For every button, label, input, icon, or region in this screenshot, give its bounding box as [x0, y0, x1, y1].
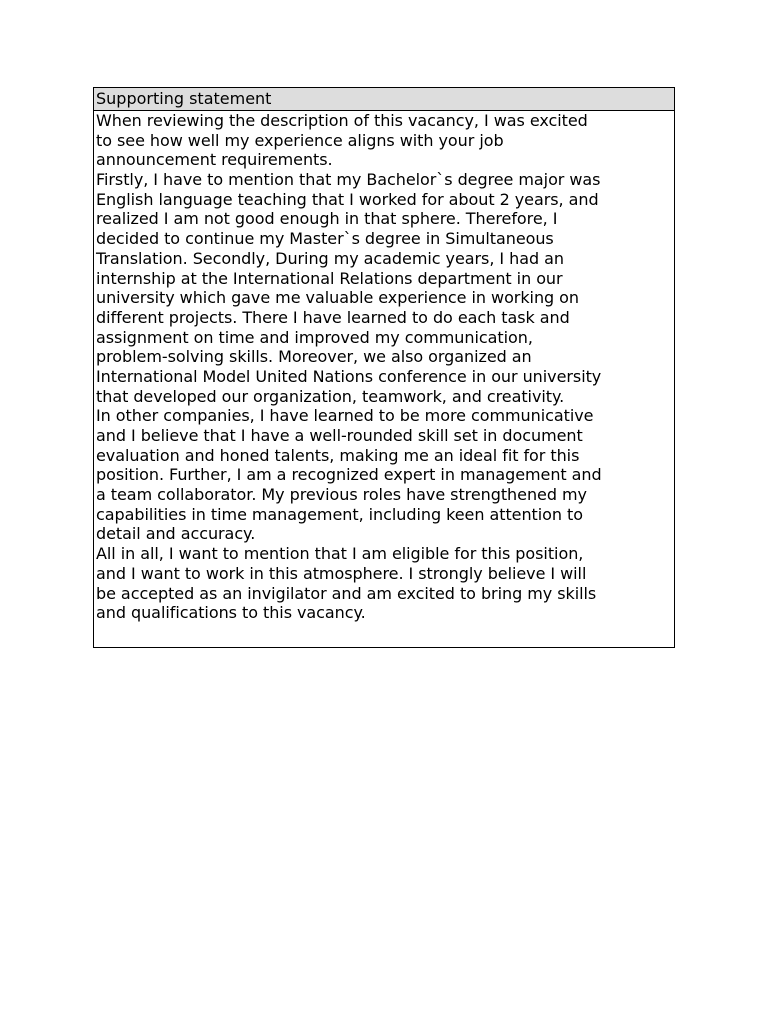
statement-body — [94, 111, 674, 647]
statement-line: a team collaborator. My previous roles have strengthened my — [96, 485, 587, 505]
table-header: Supporting statement — [94, 88, 674, 111]
statement-line: problem-solving skills. Moreover, we also organized an — [96, 347, 532, 367]
statement-line: detail and accuracy. — [96, 524, 256, 544]
statement-line: university which gave me valuable experience in working on — [96, 288, 580, 308]
statement-line: and qualifications to this vacancy. — [96, 603, 366, 623]
statement-line: internship at the International Relations department in our — [96, 268, 563, 288]
statement-line: different projects. There I have learned to do each task and — [96, 307, 570, 327]
statement-line: position. Further, I am a recognized expert in management and — [96, 465, 602, 485]
statement-line: Translation. Secondly, During my academic years, I had an — [96, 248, 564, 268]
statement-line: Firstly, I have to mention that my Bachelor`s degree major was — [96, 170, 601, 190]
statement-line: assignment on time and improved my communication, — [96, 327, 533, 347]
statement-line: be accepted as an invigilator and am excited to bring my skills — [96, 583, 597, 603]
statement-line: capabilities in time management, including keen attention to — [96, 504, 583, 524]
statement-line: English language teaching that I worked for about 2 years, and — [96, 189, 599, 209]
statement-line: realized I am not good enough in that sphere. Therefore, I — [96, 209, 558, 229]
statement-line: International Model United Nations conference in our university — [96, 366, 602, 386]
statement-line: to see how well my experience aligns with your job — [96, 130, 504, 150]
supporting-statement-table — [93, 87, 675, 648]
statement-line: announcement requirements. — [96, 150, 333, 170]
statement-line: All in all, I want to mention that I am eligible for this position, — [96, 544, 584, 564]
statement-line: decided to continue my Master`s degree in Simultaneous — [96, 229, 554, 249]
statement-line: evaluation and honed talents, making me an ideal fit for this — [96, 445, 580, 465]
statement-line: that developed our organization, teamwork, and creativity. — [96, 386, 565, 406]
statement-line: In other companies, I have learned to be more communicative — [96, 406, 594, 426]
statement-line: and I believe that I have a well-rounded skill set in document — [96, 426, 583, 445]
statement-line: and I want to work in this atmosphere. I strongly believe I will — [96, 563, 587, 583]
statement-line: When reviewing the description of this vacancy, I was excited — [96, 111, 588, 130]
